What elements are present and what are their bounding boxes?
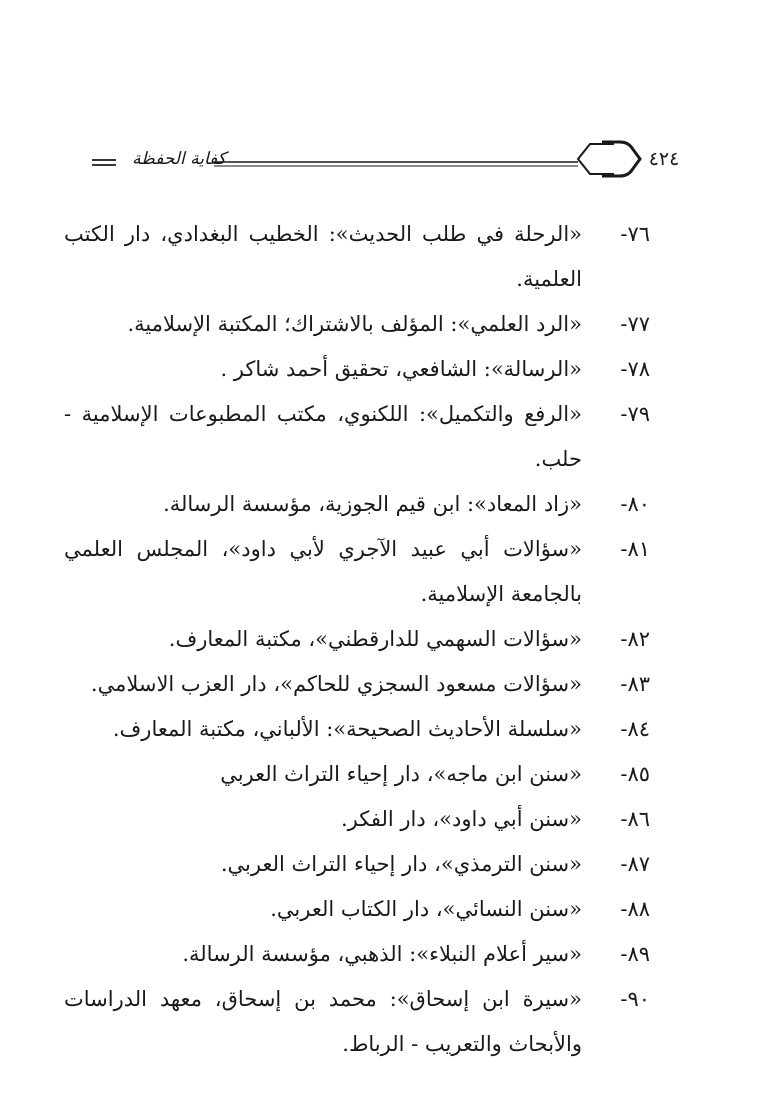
entry-text: «الرفع والتكميل»: اللكنوي، مكتب المطبوعات الإسلامية - حلب. (64, 402, 582, 471)
entry-text: «سؤالات مسعود السجزي للحاكم»، دار العزب الاسلامي. (90, 672, 582, 696)
bibliography-entry-77 (64, 302, 650, 347)
bibliography-entry-83 (64, 662, 650, 707)
entry-number: ٧٦- (620, 222, 650, 246)
entry-text: «زاد المعاد»: ابن قيم الجوزية، مؤسسة الرسالة. (163, 492, 582, 516)
entry-text: «سير أعلام النبلاء»: الذهبي، مؤسسة الرسالة. (182, 942, 582, 966)
page-number: ٤٢٤ (648, 148, 680, 170)
bibliography-entry-80 (64, 482, 650, 527)
bibliography-entry-76 (64, 212, 650, 302)
bibliography-entry-84 (64, 707, 650, 752)
entry-number: ٨١- (620, 537, 650, 561)
entry-number: ٨٥- (620, 762, 650, 786)
entry-number: ٧٩- (620, 402, 650, 426)
bibliography-entry-81 (64, 527, 650, 617)
entry-number: ٨٤- (620, 717, 650, 741)
entry-number: ٨٦- (620, 807, 650, 831)
bibliography-entry-89 (64, 932, 650, 977)
entry-text: «سنن ابن ماجه»، دار إحياء التراث العربي (220, 762, 582, 786)
bibliography-entry-85 (64, 752, 650, 797)
entry-number: ٨٩- (620, 942, 650, 966)
entry-text: «سؤالات السهمي للدارقطني»، مكتبة المعارف. (168, 627, 582, 651)
entry-text: «سؤالات أبي عبيد الآجري لأبي داود»، المجلس العلمي بالجامعة الإسلامية. (64, 537, 582, 606)
bibliography-list (64, 212, 650, 1067)
entry-text: «سنن أبي داود»، دار الفكر. (341, 807, 582, 831)
entry-number: ٧٧- (620, 312, 650, 336)
entry-text: «الرحلة في طلب الحديث»: الخطيب البغدادي، دار الكتب العلمية. (64, 222, 582, 291)
entry-number: ٨٣- (620, 672, 650, 696)
bibliography-entry-87 (64, 842, 650, 887)
entry-text: «سنن النسائي»، دار الكتاب العربي. (270, 897, 582, 921)
entry-text: «الرسالة»: الشافعي، تحقيق أحمد شاكر . (220, 357, 582, 381)
entry-number: ٧٨- (620, 357, 650, 381)
entry-number: ٩٠- (620, 987, 650, 1011)
entry-number: ٨٢- (620, 627, 650, 651)
bibliography-entry-90 (64, 977, 650, 1067)
bibliography-entry-86 (64, 797, 650, 842)
entry-number: ٨٨- (620, 897, 650, 921)
entry-text: «الرد العلمي»: المؤلف بالاشتراك؛ المكتبة الإسلامية. (127, 312, 582, 336)
entry-text: «سنن الترمذي»، دار إحياء التراث العربي. (220, 852, 582, 876)
entry-text: «سلسلة الأحاديث الصحيحة»: الألباني، مكتبة المعارف. (112, 717, 582, 741)
bibliography-entry-78 (64, 347, 650, 392)
running-title: كفاية الحفظة (132, 149, 226, 169)
entry-number: ٨٧- (620, 852, 650, 876)
entry-text: «سيرة ابن إسحاق»: محمد بن إسحاق، معهد الدراسات والأبحاث والتعريب - الرباط. (64, 987, 582, 1056)
bibliography-entry-79 (64, 392, 650, 482)
bibliography-entry-82 (64, 617, 650, 662)
entry-number: ٨٠- (620, 492, 650, 516)
bibliography-entry-88 (64, 887, 650, 932)
page-header (92, 138, 680, 182)
